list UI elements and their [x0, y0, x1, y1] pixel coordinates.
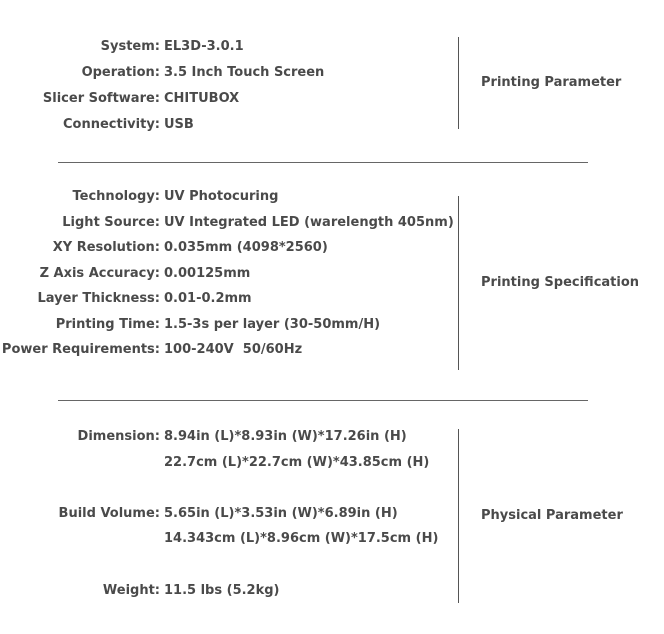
spec-value: UV Integrated LED (warelength 405nm) [164, 215, 454, 230]
section-title: Printing Parameter [481, 75, 622, 90]
spec-value: 8.94in (L)*8.93in (W)*17.26in (H) [164, 429, 407, 444]
spec-key: Z Axis Accuracy: [39, 266, 160, 281]
spec-key: Printing Time: [55, 317, 160, 332]
spec-row-power-requirements [0, 342, 664, 358]
spec-row-connectivity [0, 117, 664, 133]
spec-row-printing-time [0, 317, 664, 333]
spec-key: XY Resolution: [52, 240, 160, 255]
spec-row-layer-thickness [0, 291, 664, 307]
spec-key: Layer Thickness: [37, 291, 160, 306]
spec-key: Dimension: [77, 429, 160, 444]
spec-key: Connectivity: [63, 117, 160, 132]
horizontal-divider [58, 162, 588, 163]
vertical-divider [458, 37, 459, 129]
spec-key: Slicer Software: [42, 91, 160, 106]
spec-row-dimension [0, 429, 664, 445]
spec-value: 0.00125mm [164, 266, 251, 281]
spec-key: Weight: [102, 583, 160, 598]
spec-value: 0.035mm (4098*2560) [164, 240, 328, 255]
spec-value: 0.01-0.2mm [164, 291, 252, 306]
spec-key: Light Source: [62, 215, 160, 230]
spec-row-xy-resolution [0, 240, 664, 256]
vertical-divider [458, 196, 459, 370]
spec-value: 11.5 lbs (5.2kg) [164, 583, 280, 598]
spec-value: 100-240V 50/60Hz [164, 342, 303, 357]
spec-row-build-volume-metric [0, 531, 664, 547]
spec-value: 3.5 Inch Touch Screen [164, 65, 325, 80]
spec-value: CHITUBOX [164, 91, 240, 106]
spec-key: System: [100, 39, 160, 54]
spec-key: Technology: [72, 189, 160, 204]
section-title: Printing Specification [481, 275, 640, 290]
spec-value: USB [164, 117, 194, 132]
vertical-divider [458, 429, 459, 603]
spec-value: EL3D-3.0.1 [164, 39, 244, 54]
spec-key: Operation: [81, 65, 160, 80]
spec-row-weight [0, 583, 664, 599]
spec-row-slicer-software [0, 91, 664, 107]
spec-key: Build Volume: [58, 506, 160, 521]
spec-row-dimension-metric [0, 455, 664, 471]
spec-row-light-source [0, 215, 664, 231]
horizontal-divider [58, 400, 588, 401]
section-title: Physical Parameter [481, 508, 623, 523]
spec-row-technology [0, 189, 664, 205]
spec-key: Power Requirements: [1, 342, 160, 357]
spec-row-system [0, 39, 664, 55]
spec-value: 5.65in (L)*3.53in (W)*6.89in (H) [164, 506, 398, 521]
spec-value: 22.7cm (L)*22.7cm (W)*43.85cm (H) [164, 455, 430, 470]
spec-value: 14.343cm (L)*8.96cm (W)*17.5cm (H) [164, 531, 439, 546]
spec-value: 1.5-3s per layer (30-50mm/H) [164, 317, 381, 332]
spec-value: UV Photocuring [164, 189, 279, 204]
